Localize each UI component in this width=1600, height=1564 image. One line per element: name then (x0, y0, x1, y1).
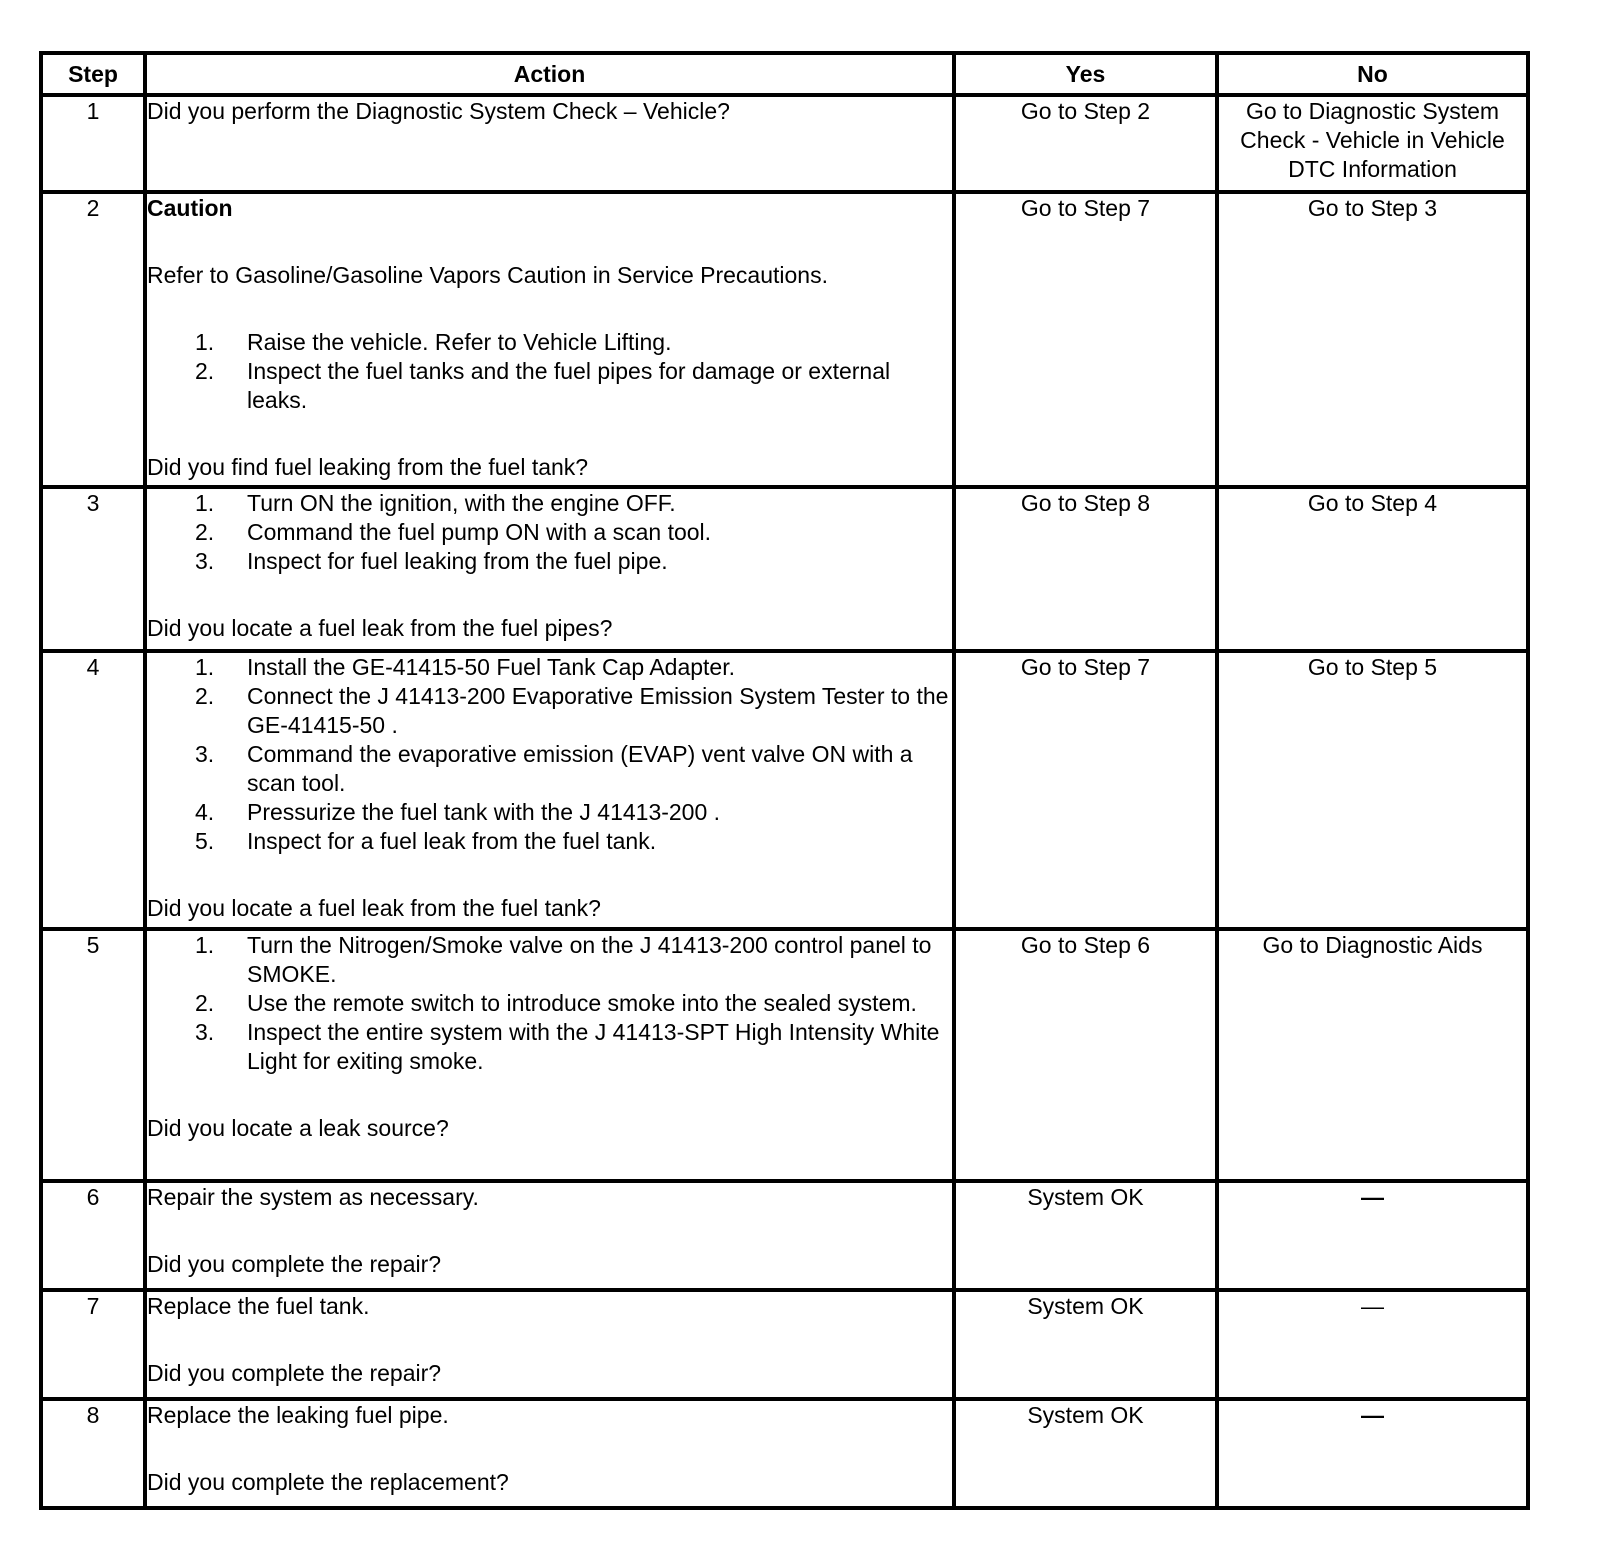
list-item: 2. Connect the J 41413-200 Evaporative Emission System Tester to the GE-41415-50 . (195, 683, 949, 738)
step-number: 4 (41, 651, 145, 929)
action-steps-list (147, 653, 952, 856)
instruction: Replace the fuel tank. (147, 1293, 370, 1319)
table-row-step-8 (41, 1399, 1528, 1508)
list-item: 2. Command the fuel pump ON with a scan tool. (195, 519, 712, 545)
action-cell (145, 1181, 954, 1290)
caution-text: Refer to Gasoline/Gasoline Vapors Caution in Service Precautions. (147, 262, 828, 288)
table-row-step-1 (41, 95, 1528, 192)
question: Did you locate a leak source? (147, 1115, 449, 1141)
action-cell (145, 651, 954, 929)
list-item: 1. Turn ON the ignition, with the engine OFF. (195, 490, 676, 516)
instruction: Repair the system as necessary. (147, 1184, 479, 1210)
action-steps-list (147, 328, 952, 415)
no-cell: Go to Step 5 (1217, 651, 1528, 929)
action-cell (145, 192, 954, 487)
diagnostic-table (39, 51, 1530, 1510)
step-number: 2 (41, 192, 145, 487)
step-number: 3 (41, 487, 145, 651)
list-item: 1. Turn the Nitrogen/Smoke valve on the J 41413-200 control panel to SMOKE. (195, 932, 932, 987)
no-cell: — (1217, 1290, 1528, 1399)
yes-cell: System OK (954, 1290, 1217, 1399)
yes-cell: Go to Step 7 (954, 192, 1217, 487)
table-row-step-6 (41, 1181, 1528, 1290)
list-item: 1. Install the GE-41415-50 Fuel Tank Cap Adapter. (195, 654, 735, 680)
question: Did you find fuel leaking from the fuel tank? (147, 454, 589, 480)
list-item: 3. Inspect the entire system with the J 41413-SPT High Intensity White Light for exiting smoke. (195, 1019, 940, 1074)
action-cell (145, 95, 954, 192)
table-row-step-3 (41, 487, 1528, 651)
list-item: 5. Inspect for a fuel leak from the fuel tank. (195, 828, 657, 854)
step-number: 6 (41, 1181, 145, 1290)
action-cell (145, 1290, 954, 1399)
header-no: No (1217, 53, 1528, 95)
step-number: 7 (41, 1290, 145, 1399)
step-number: 5 (41, 929, 145, 1181)
instruction: Replace the leaking fuel pipe. (147, 1402, 449, 1428)
question: Did you locate a fuel leak from the fuel tank? (147, 895, 601, 921)
list-item: 1. Raise the vehicle. Refer to Vehicle Lifting. (195, 329, 672, 355)
no-cell: Go to Step 3 (1217, 192, 1528, 487)
table-row-step-4 (41, 651, 1528, 929)
yes-cell: System OK (954, 1399, 1217, 1508)
list-item: 2. Use the remote switch to introduce smoke into the sealed system. (195, 990, 917, 1016)
action-cell (145, 929, 954, 1181)
list-item: 2. Inspect the fuel tanks and the fuel pipes for damage or external leaks. (195, 358, 891, 413)
no-cell: Go to Step 4 (1217, 487, 1528, 651)
list-item: 4. Pressurize the fuel tank with the J 41413-200 . (195, 799, 721, 825)
table-row-step-5 (41, 929, 1528, 1181)
yes-cell: System OK (954, 1181, 1217, 1290)
step-number: 1 (41, 95, 145, 192)
question: Did you complete the repair? (147, 1360, 442, 1386)
question: Did you complete the replacement? (147, 1469, 509, 1495)
action-cell (145, 1399, 954, 1508)
action-steps-list (147, 931, 952, 1076)
table-row-step-2 (41, 192, 1528, 487)
question: Did you locate a fuel leak from the fuel pipes? (147, 615, 613, 641)
header-yes: Yes (954, 53, 1217, 95)
yes-cell: Go to Step 7 (954, 651, 1217, 929)
yes-cell: Go to Step 8 (954, 487, 1217, 651)
no-cell: — (1217, 1181, 1528, 1290)
yes-cell: Go to Step 6 (954, 929, 1217, 1181)
step-number: 8 (41, 1399, 145, 1508)
question: Did you perform the Diagnostic System Check – Vehicle? (147, 98, 730, 124)
list-item: 3. Inspect for fuel leaking from the fuel pipe. (195, 548, 668, 574)
action-cell (145, 487, 954, 651)
header-action: Action (145, 53, 954, 95)
no-cell: Go to Diagnostic System Check - Vehicle in Vehicle DTC Information (1217, 95, 1528, 192)
question: Did you complete the repair? (147, 1251, 442, 1277)
header-row (41, 53, 1528, 95)
no-cell: Go to Diagnostic Aids (1217, 929, 1528, 1181)
list-item: 3. Command the evaporative emission (EVAP) vent valve ON with a scan tool. (195, 741, 913, 796)
header-step: Step (41, 53, 145, 95)
caution-title: Caution (147, 195, 233, 221)
no-cell: — (1217, 1399, 1528, 1508)
action-steps-list (147, 489, 952, 576)
table-row-step-7 (41, 1290, 1528, 1399)
yes-cell: Go to Step 2 (954, 95, 1217, 192)
